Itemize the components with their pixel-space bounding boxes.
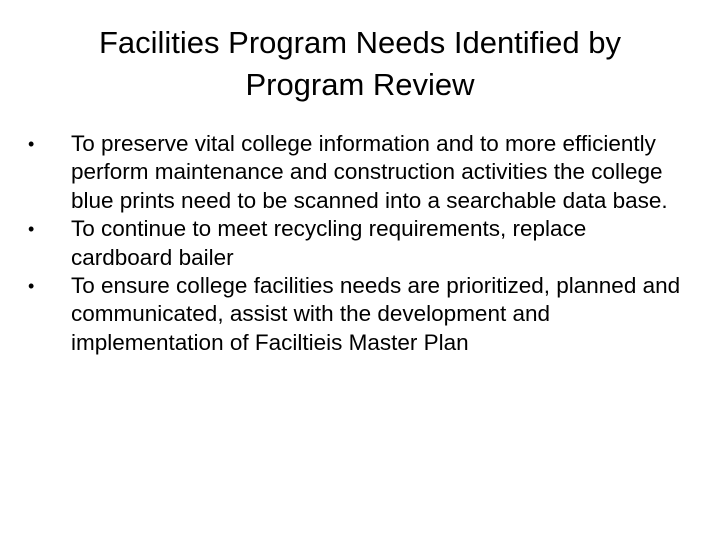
bullet-icon: • [28,276,35,297]
bullet-item-preserve-blueprints [28,130,688,215]
bullet-text: To preserve vital college information and to more efficiently perform maintenance and construction activities the college blue prints need to be scanned into a searchable data base. [71,131,668,213]
slide-title: Facilities Program Needs Identified by Program Review [98,25,622,102]
bullet-item-recycling [28,215,688,272]
bullet-list [28,130,688,357]
bullet-icon: • [28,219,35,240]
bullet-text: To ensure college facilities needs are prioritized, planned and communicated, assist with the development and implementation of Faciltieis Master Plan [71,273,681,355]
bullet-text: To continue to meet recycling requirements, replace cardboard bailer [71,216,587,270]
bullet-icon: • [28,134,35,154]
bullet-item-master-plan [28,272,688,357]
